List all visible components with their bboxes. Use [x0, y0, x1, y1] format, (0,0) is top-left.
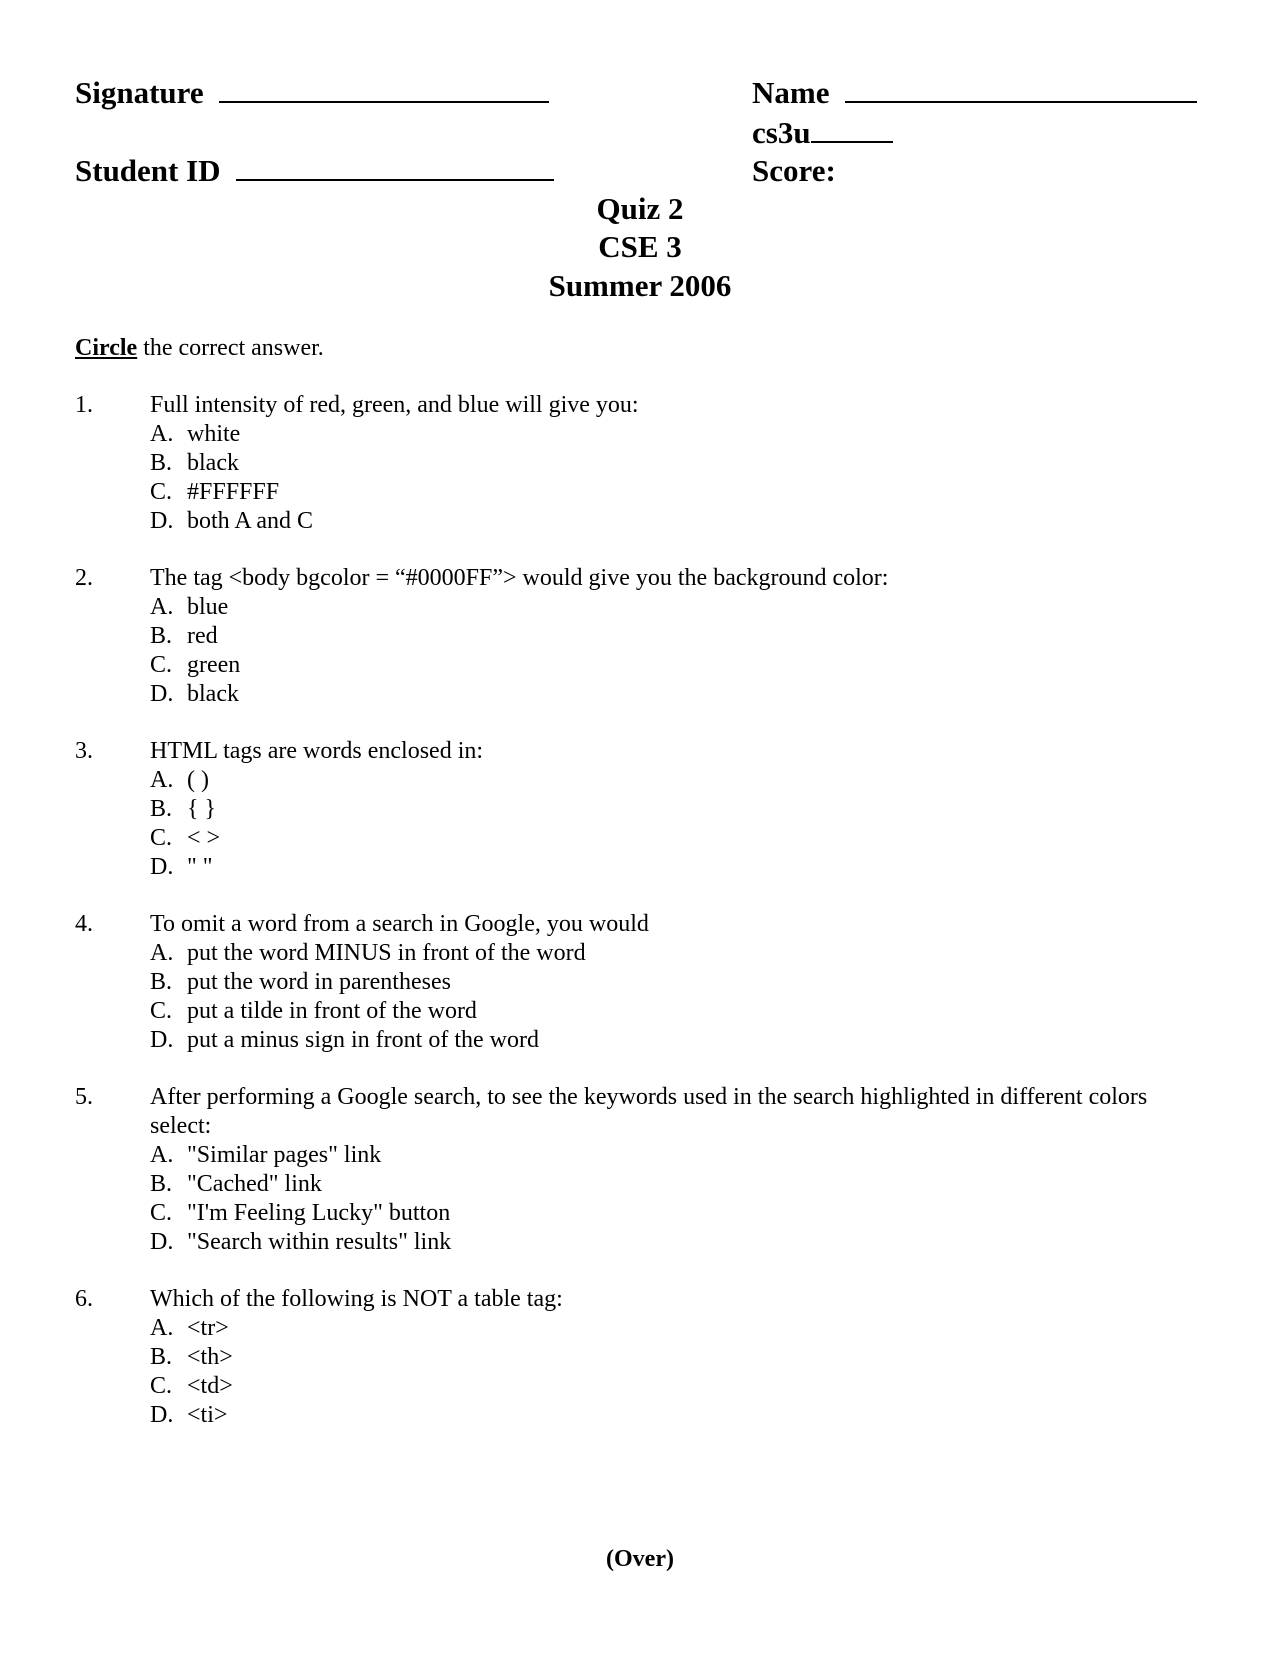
question-number: 4.: [75, 911, 93, 937]
option-a[interactable]: A. white: [150, 421, 241, 447]
option-b[interactable]: B. put the word in parentheses: [150, 969, 451, 995]
option-b[interactable]: B. "Cached" link: [150, 1171, 322, 1197]
question-number: 3.: [75, 738, 93, 764]
option-b[interactable]: B. black: [150, 450, 239, 476]
login-field: [752, 114, 893, 152]
question-number: 1.: [75, 392, 93, 418]
option-a[interactable]: A. blue: [150, 594, 229, 620]
option-a[interactable]: A. put the word MINUS in front of the word: [150, 940, 586, 966]
name-field: [752, 74, 1197, 112]
option-c[interactable]: C. green: [150, 652, 241, 678]
name-line[interactable]: [845, 75, 1197, 103]
question-number: 6.: [75, 1286, 93, 1312]
option-a[interactable]: A. "Similar pages" link: [150, 1142, 382, 1168]
question-number: 5.: [75, 1084, 93, 1110]
score-field: [752, 152, 836, 190]
option-b[interactable]: B. { }: [150, 796, 217, 822]
login-label: cs3u: [752, 115, 811, 150]
option-d[interactable]: D. "Search within results" link: [150, 1229, 452, 1255]
question-4: [0, 910, 1280, 1055]
question-6: [0, 1285, 1280, 1430]
option-b[interactable]: B. <th>: [150, 1344, 233, 1370]
quiz-title: Quiz 2: [596, 191, 684, 226]
student-id-line[interactable]: [236, 153, 554, 181]
score-label: Score:: [752, 153, 836, 188]
term-title: Summer 2006: [548, 268, 732, 303]
option-a[interactable]: A. <tr>: [150, 1315, 229, 1341]
question-text: After performing a Google search, to see the keywords used in the search highlighted in different colors select:: [150, 1084, 1148, 1139]
student-id-field: [75, 152, 554, 190]
option-c[interactable]: C. <td>: [150, 1373, 233, 1399]
signature-line[interactable]: [219, 75, 549, 103]
signature-label: Signature: [75, 75, 204, 110]
option-d[interactable]: D. black: [150, 681, 239, 707]
option-b[interactable]: B. red: [150, 623, 218, 649]
course-title: CSE 3: [598, 229, 682, 264]
question-text: The tag <body bgcolor = “#0000FF”> would give you the background color:: [150, 565, 889, 591]
question-3: [0, 737, 1280, 882]
option-c[interactable]: C. #FFFFFF: [150, 479, 280, 505]
question-text: Which of the following is NOT a table tag:: [150, 1286, 563, 1312]
question-5: [0, 1083, 1280, 1257]
name-label: Name: [752, 75, 830, 110]
question-text: To omit a word from a search in Google, you would: [150, 911, 649, 937]
option-a[interactable]: A. ( ): [150, 767, 209, 793]
option-d[interactable]: D. put a minus sign in front of the word: [150, 1027, 539, 1053]
login-line[interactable]: [811, 115, 893, 143]
option-c[interactable]: C. < >: [150, 825, 221, 851]
instructions-text: the correct answer.: [137, 335, 324, 361]
option-c[interactable]: C. "I'm Feeling Lucky" button: [150, 1200, 451, 1226]
question-text: Full intensity of red, green, and blue will give you:: [150, 392, 639, 418]
option-d[interactable]: D. <ti>: [150, 1402, 228, 1428]
option-d[interactable]: D. " ": [150, 854, 213, 880]
question-text: HTML tags are words enclosed in:: [150, 738, 484, 764]
instructions: [75, 333, 324, 363]
over-indicator: (Over): [606, 1546, 674, 1572]
question-2: [0, 564, 1280, 709]
signature-field: [75, 74, 549, 112]
option-c[interactable]: C. put a tilde in front of the word: [150, 998, 477, 1024]
student-id-label: Student ID: [75, 153, 221, 188]
question-1: [0, 391, 1280, 536]
question-number: 2.: [75, 565, 93, 591]
option-d[interactable]: D. both A and C: [150, 508, 314, 534]
instructions-keyword: Circle: [75, 335, 138, 361]
